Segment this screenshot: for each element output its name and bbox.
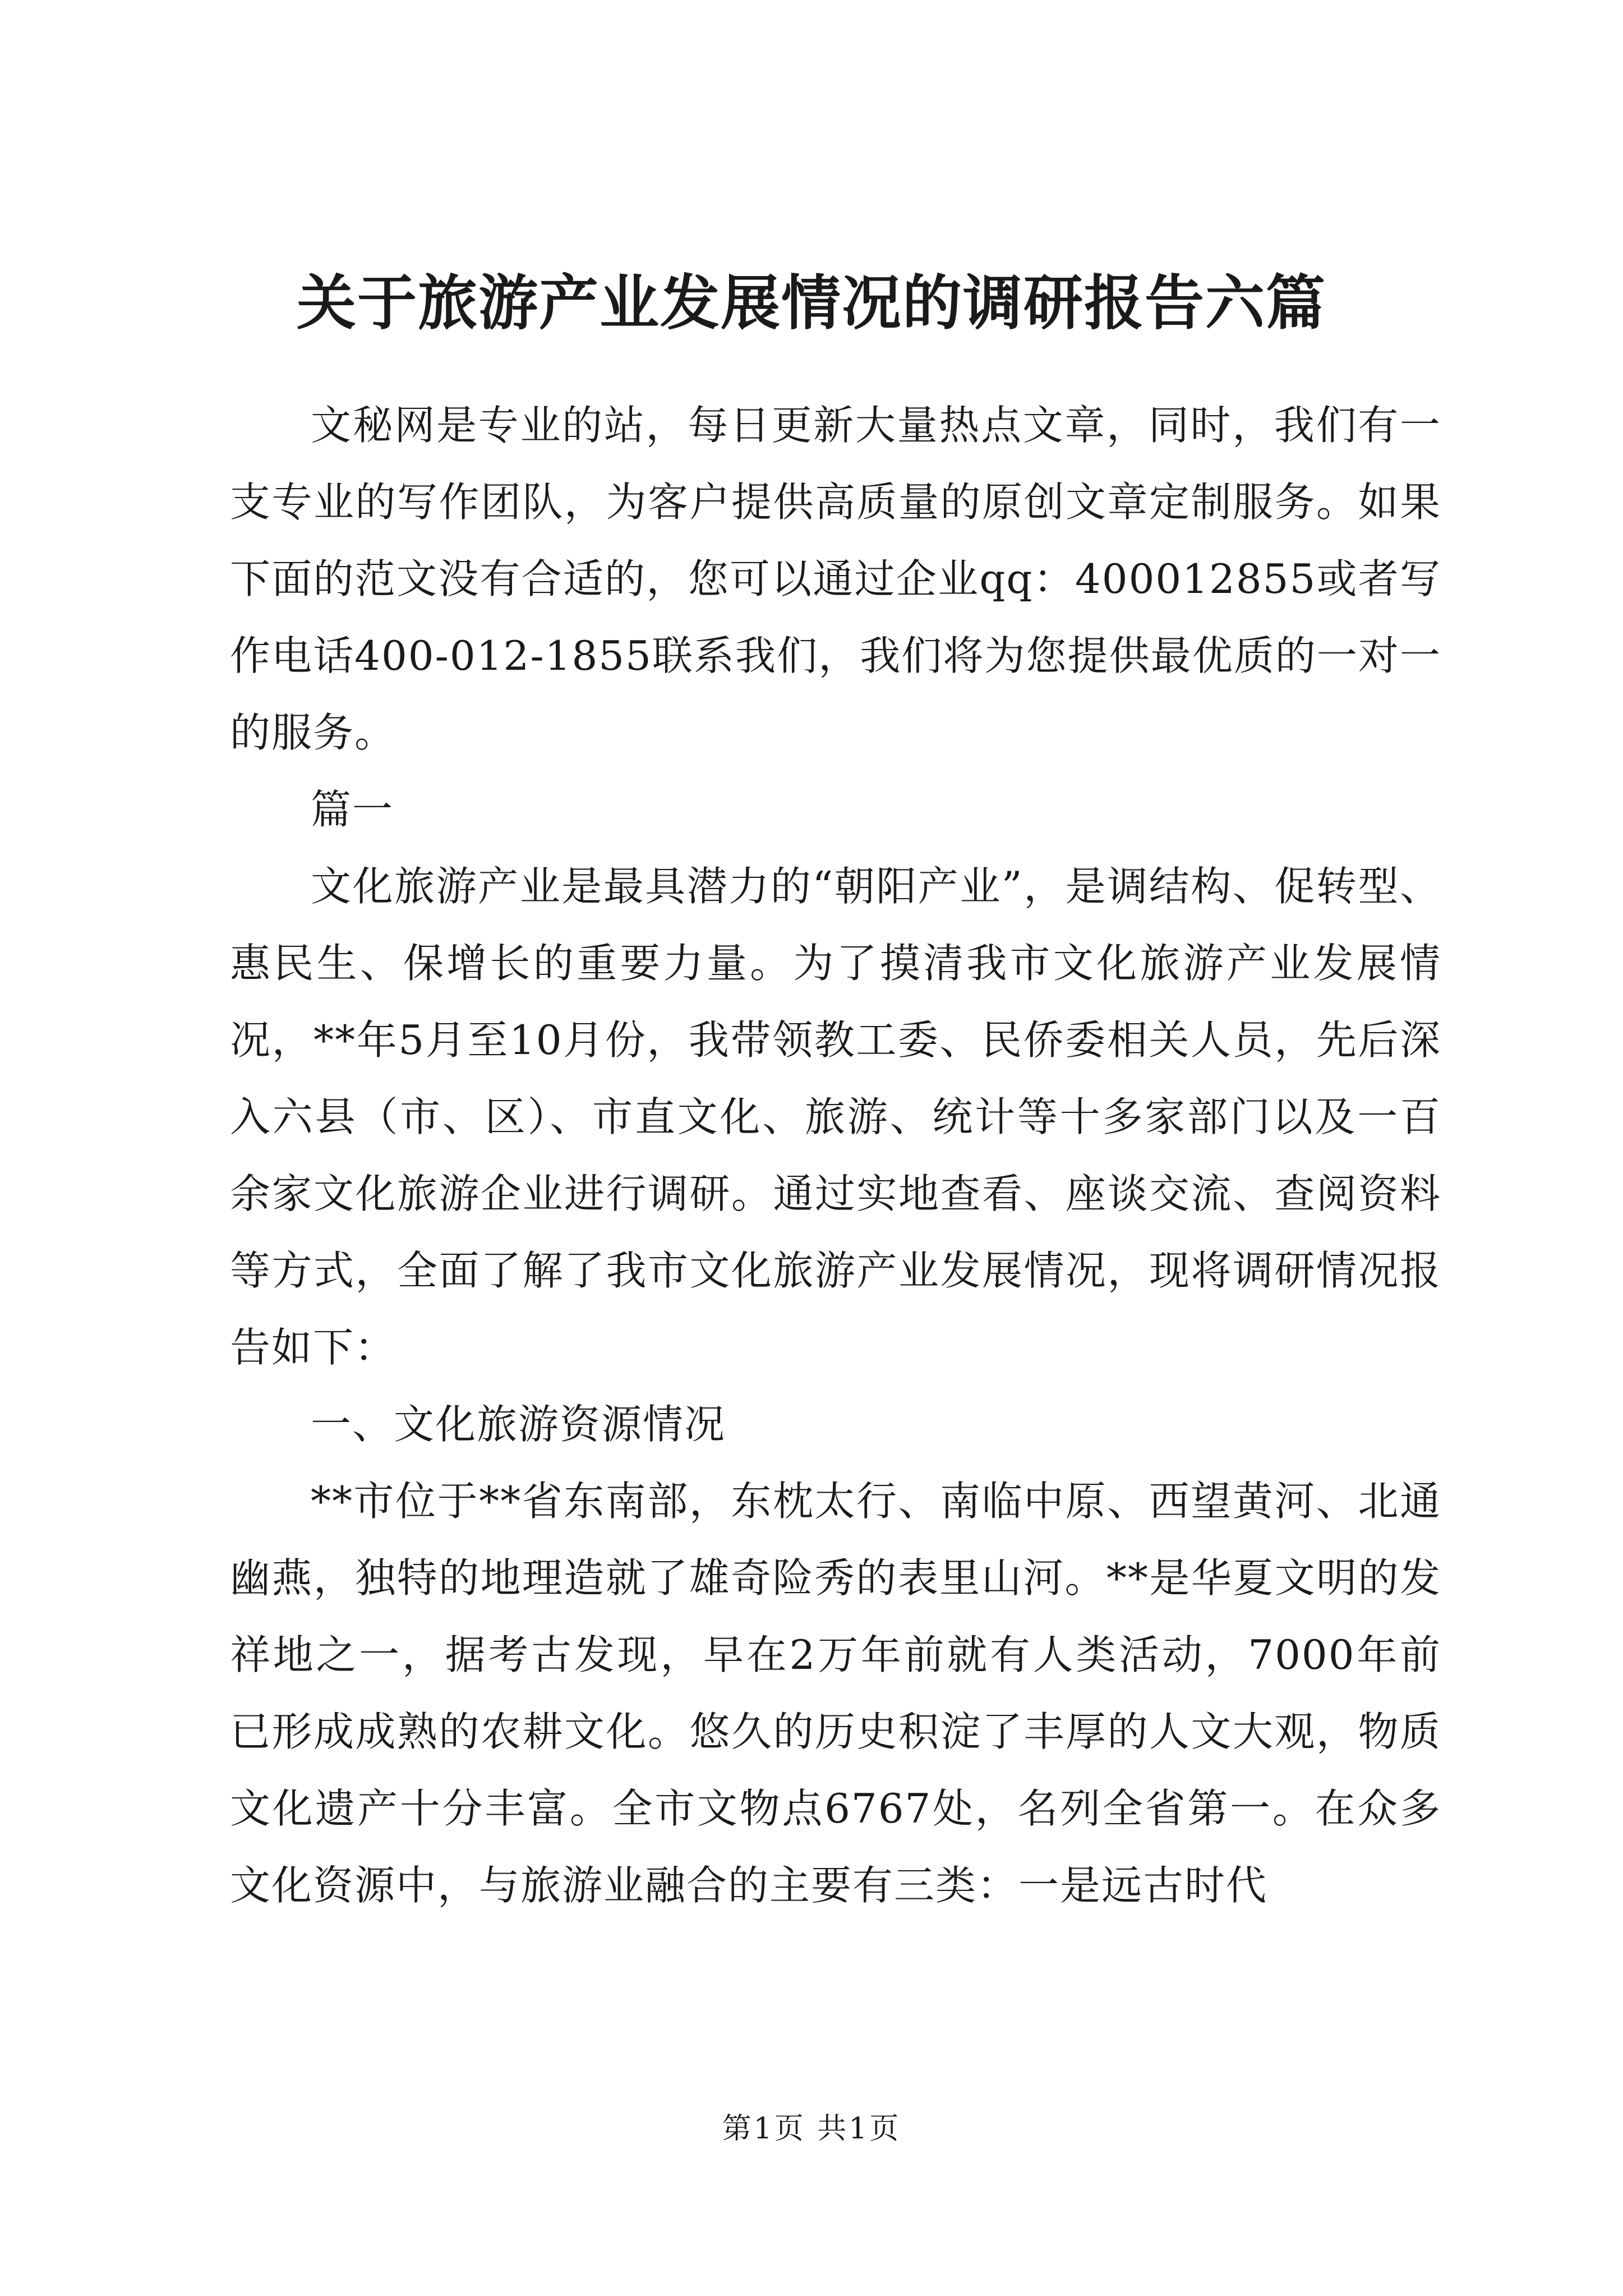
section-label: 篇一 bbox=[311, 786, 394, 833]
paragraph-1: 文化旅游产业是最具潜力的“朝阳产业”，是调结构、促转型、惠民生、保增长的重要力量。为了摸清我市文化旅游产业发展情况，**年5月至10月份，我带领教工委、民侨委相关人员，先后深入六县（市、区）、市直文化、旅游、统计等十多家部门以及一百余家文化旅游企业进行调研。通过实地查看、座谈交流、查阅资料等方式，全面了解了我市文化旅游产业发展情况，现将调研情况报告如下： bbox=[230, 863, 1441, 1371]
intro-paragraph: 文秘网是专业的站，每日更新大量热点文章，同时，我们有一支专业的写作团队，为客户提供高质量的原创文章定制服务。如果下面的范文没有合适的，您可以通过企业qq：400012855或者写作电话400-012-1855联系我们，我们将为您提供最优质的一对一的服务。 bbox=[230, 402, 1441, 756]
document-title: 关于旅游产业发展情况的调研报告六篇 bbox=[297, 268, 1326, 338]
document-body bbox=[230, 387, 1441, 1924]
page-footer: 第1页 共1页 bbox=[722, 2112, 901, 2146]
paragraph-2: **市位于**省东南部，东枕太行、南临中原、西望黄河、北通幽燕，独特的地理造就了雄奇险秀的表里山河。**是华夏文明的发祥地之一，据考古发现，早在2万年前就有人类活动，7000年前已形成成熟的农耕文化。悠久的历史积淀了丰厚的人文大观，物质文化遗产十分丰富。全市文物点6767处，名列全省第一。在众多文化资源中，与旅游业融合的主要有三类：一是远古时代 bbox=[230, 1478, 1441, 1909]
heading-1: 一、文化旅游资源情况 bbox=[311, 1401, 726, 1448]
